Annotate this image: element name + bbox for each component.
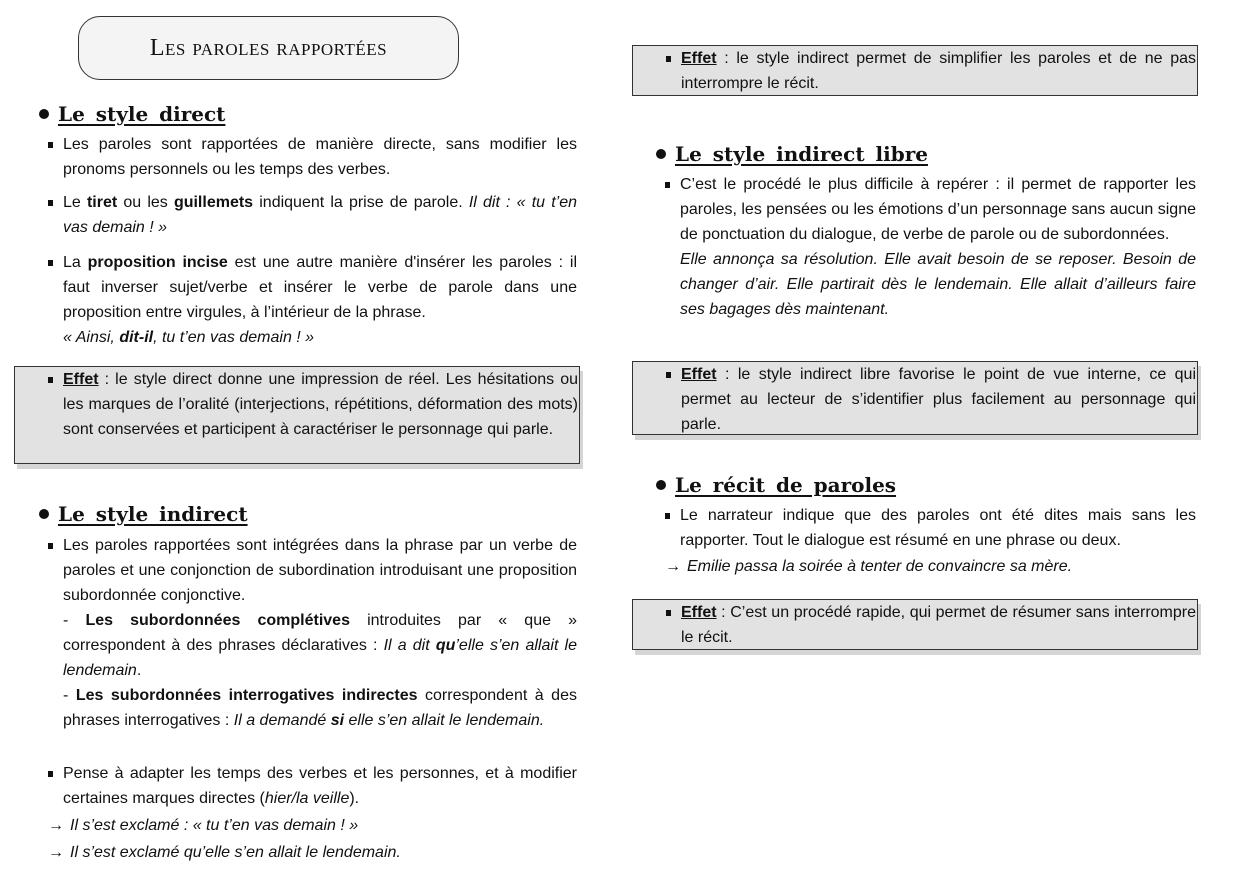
effect-label: Effet bbox=[681, 50, 717, 67]
text: indiquent la prise de parole. bbox=[253, 194, 469, 211]
text: ). bbox=[349, 790, 360, 807]
effect-text bbox=[63, 367, 578, 442]
heading-text: Le style indirect bbox=[58, 502, 248, 526]
text: : C’est un procédé rapide, qui permet de résumer sans interrompre le récit. bbox=[681, 604, 1196, 646]
text: correspondent à des phrases interrogatives : bbox=[63, 687, 577, 729]
text: introduites par « que » correspondent à des phrases déclaratives : bbox=[63, 612, 577, 654]
text: Pense à adapter les temps des verbes et les personnes, et à modifier certaines marques directes ( bbox=[63, 765, 577, 807]
square-bullet-icon bbox=[48, 200, 53, 206]
arrow-right-icon: → bbox=[48, 817, 64, 834]
item-text: C’est le procédé le plus difficile à repérer : il permet de rapporter les paroles, les pensées ou les émotions d’un personnage sans aucun signe de ponctuation du dialogue, de verbe de parole ou de subordonnées. bbox=[680, 176, 1196, 243]
square-bullet-icon bbox=[666, 56, 671, 62]
square-bullet-icon bbox=[48, 142, 53, 148]
square-bullet-icon bbox=[666, 610, 671, 616]
text: . bbox=[136, 662, 142, 679]
bold-example-text: si bbox=[330, 712, 345, 729]
effect-label: Effet bbox=[63, 371, 99, 388]
indirect-item-2 bbox=[63, 761, 577, 811]
arrow-right-icon: → bbox=[48, 844, 64, 861]
heading-style-direct bbox=[39, 102, 225, 126]
heading-recit-de-paroles bbox=[656, 473, 896, 497]
example-text: ’elle s’en allait le lendemain bbox=[63, 637, 577, 679]
heading-text: Le style indirect libre bbox=[675, 142, 928, 166]
bullet-dot-icon bbox=[39, 109, 49, 119]
effect-box-indirect-libre bbox=[632, 361, 1198, 435]
text: est une autre manière d'insérer les paroles : il faut inverser sujet/verbe et insérer le verbe de parole dans une proposition entre virgules, à l’intérieur de la phrase. bbox=[63, 254, 577, 321]
heading-style-indirect bbox=[39, 502, 248, 526]
bullet-dot-icon bbox=[656, 149, 666, 159]
text: Les paroles rapportées sont intégrées dans la phrase par un verbe de paroles et une conjonction de subordination introduisant une proposition subordonnée conjonctive. bbox=[63, 537, 577, 604]
bold-text: Les subordonnées complétives bbox=[85, 612, 350, 629]
bullet-dot-icon bbox=[656, 480, 666, 490]
text: : le style direct donne une impression de réel. Les hésitations ou les marques de l’oralité (interjections, répétitions, déformation des mots) sont conservées et participent à caractériser le personnage qui parle. bbox=[63, 371, 578, 438]
effect-label: Effet bbox=[681, 366, 717, 383]
libre-item-1 bbox=[680, 172, 1196, 322]
text: La bbox=[63, 254, 88, 271]
square-bullet-icon bbox=[666, 372, 671, 378]
bold-example-text: dit-il bbox=[119, 329, 154, 346]
bullet-dot-icon bbox=[39, 509, 49, 519]
effect-box-direct bbox=[14, 366, 580, 464]
page-title: Les paroles rapportées bbox=[78, 16, 459, 80]
direct-item-1 bbox=[63, 132, 577, 182]
arrow-right-icon: → bbox=[665, 558, 681, 575]
direct-item-3 bbox=[63, 250, 577, 350]
square-bullet-icon bbox=[48, 771, 53, 777]
bold-example-text: qu bbox=[435, 637, 456, 654]
heading-text: Le récit de paroles bbox=[675, 473, 897, 497]
item-text: Les paroles sont rapportées de manière directe, sans modifier les pronoms personnels ou les temps des verbes. bbox=[63, 136, 577, 178]
bold-text: tiret bbox=[86, 194, 118, 211]
bold-text: proposition incise bbox=[87, 254, 228, 271]
example-text: Il a demandé bbox=[233, 712, 331, 729]
example-text: Il s’est exclamé : « tu t’en vas demain ! » bbox=[70, 817, 359, 834]
text: : le style indirect permet de simplifier les paroles et de ne pas interrompre le récit. bbox=[681, 50, 1196, 92]
heading-text: Le style direct bbox=[58, 102, 226, 126]
text: Le bbox=[63, 194, 87, 211]
text: ou les bbox=[117, 194, 174, 211]
text: : le style indirect libre favorise le point de vue interne, ce qui permet au lecteur de s’identifier plus facilement au personnage qui parle. bbox=[681, 366, 1196, 433]
direct-item-2 bbox=[63, 190, 577, 240]
square-bullet-icon bbox=[48, 377, 53, 383]
indirect-item-1 bbox=[63, 533, 577, 733]
bold-text: Les subordonnées interrogatives indirectes bbox=[75, 687, 418, 704]
square-bullet-icon bbox=[665, 513, 670, 519]
example-text: hier/la veille bbox=[264, 790, 350, 807]
square-bullet-icon bbox=[48, 543, 53, 549]
indirect-arrow-example-1 bbox=[48, 813, 358, 838]
example-text: elle s’en allait le lendemain. bbox=[344, 712, 545, 729]
example-text: Il s’est exclamé qu’elle s’en allait le lendemain. bbox=[70, 844, 401, 861]
effect-text bbox=[681, 600, 1196, 650]
bold-text: guillemets bbox=[173, 194, 254, 211]
example-text: Elle annonça sa résolution. Elle avait besoin de se reposer. Besoin de changer d’air. Elle partirait dès le lendemain. Elle allait d’ailleurs faire ses bagages dès maintenant. bbox=[680, 251, 1196, 318]
indirect-arrow-example-2 bbox=[48, 840, 401, 865]
text: - bbox=[63, 612, 86, 629]
effect-text bbox=[681, 46, 1196, 96]
effect-box-indirect bbox=[632, 45, 1198, 96]
example-text: Il a dit bbox=[383, 637, 436, 654]
square-bullet-icon bbox=[665, 182, 670, 188]
effect-box-recit bbox=[632, 599, 1198, 650]
example-text: , tu t’en vas demain ! » bbox=[153, 329, 315, 346]
effect-label: Effet bbox=[681, 604, 717, 621]
example-text: Emilie passa la soirée à tenter de convaincre sa mère. bbox=[687, 558, 1073, 575]
item-text: Le narrateur indique que des paroles ont été dites mais sans les rapporter. Tout le dialogue est résumé en une phrase ou deux. bbox=[680, 507, 1196, 549]
square-bullet-icon bbox=[48, 260, 53, 266]
effect-text bbox=[681, 362, 1196, 437]
example-text: Il dit : « tu t’en vas demain ! » bbox=[63, 194, 578, 236]
recit-arrow-example bbox=[665, 554, 1072, 579]
recit-item-1 bbox=[680, 503, 1196, 553]
text: - bbox=[63, 687, 76, 704]
example-text: « Ainsi, bbox=[63, 329, 120, 346]
heading-style-indirect-libre bbox=[656, 142, 928, 166]
